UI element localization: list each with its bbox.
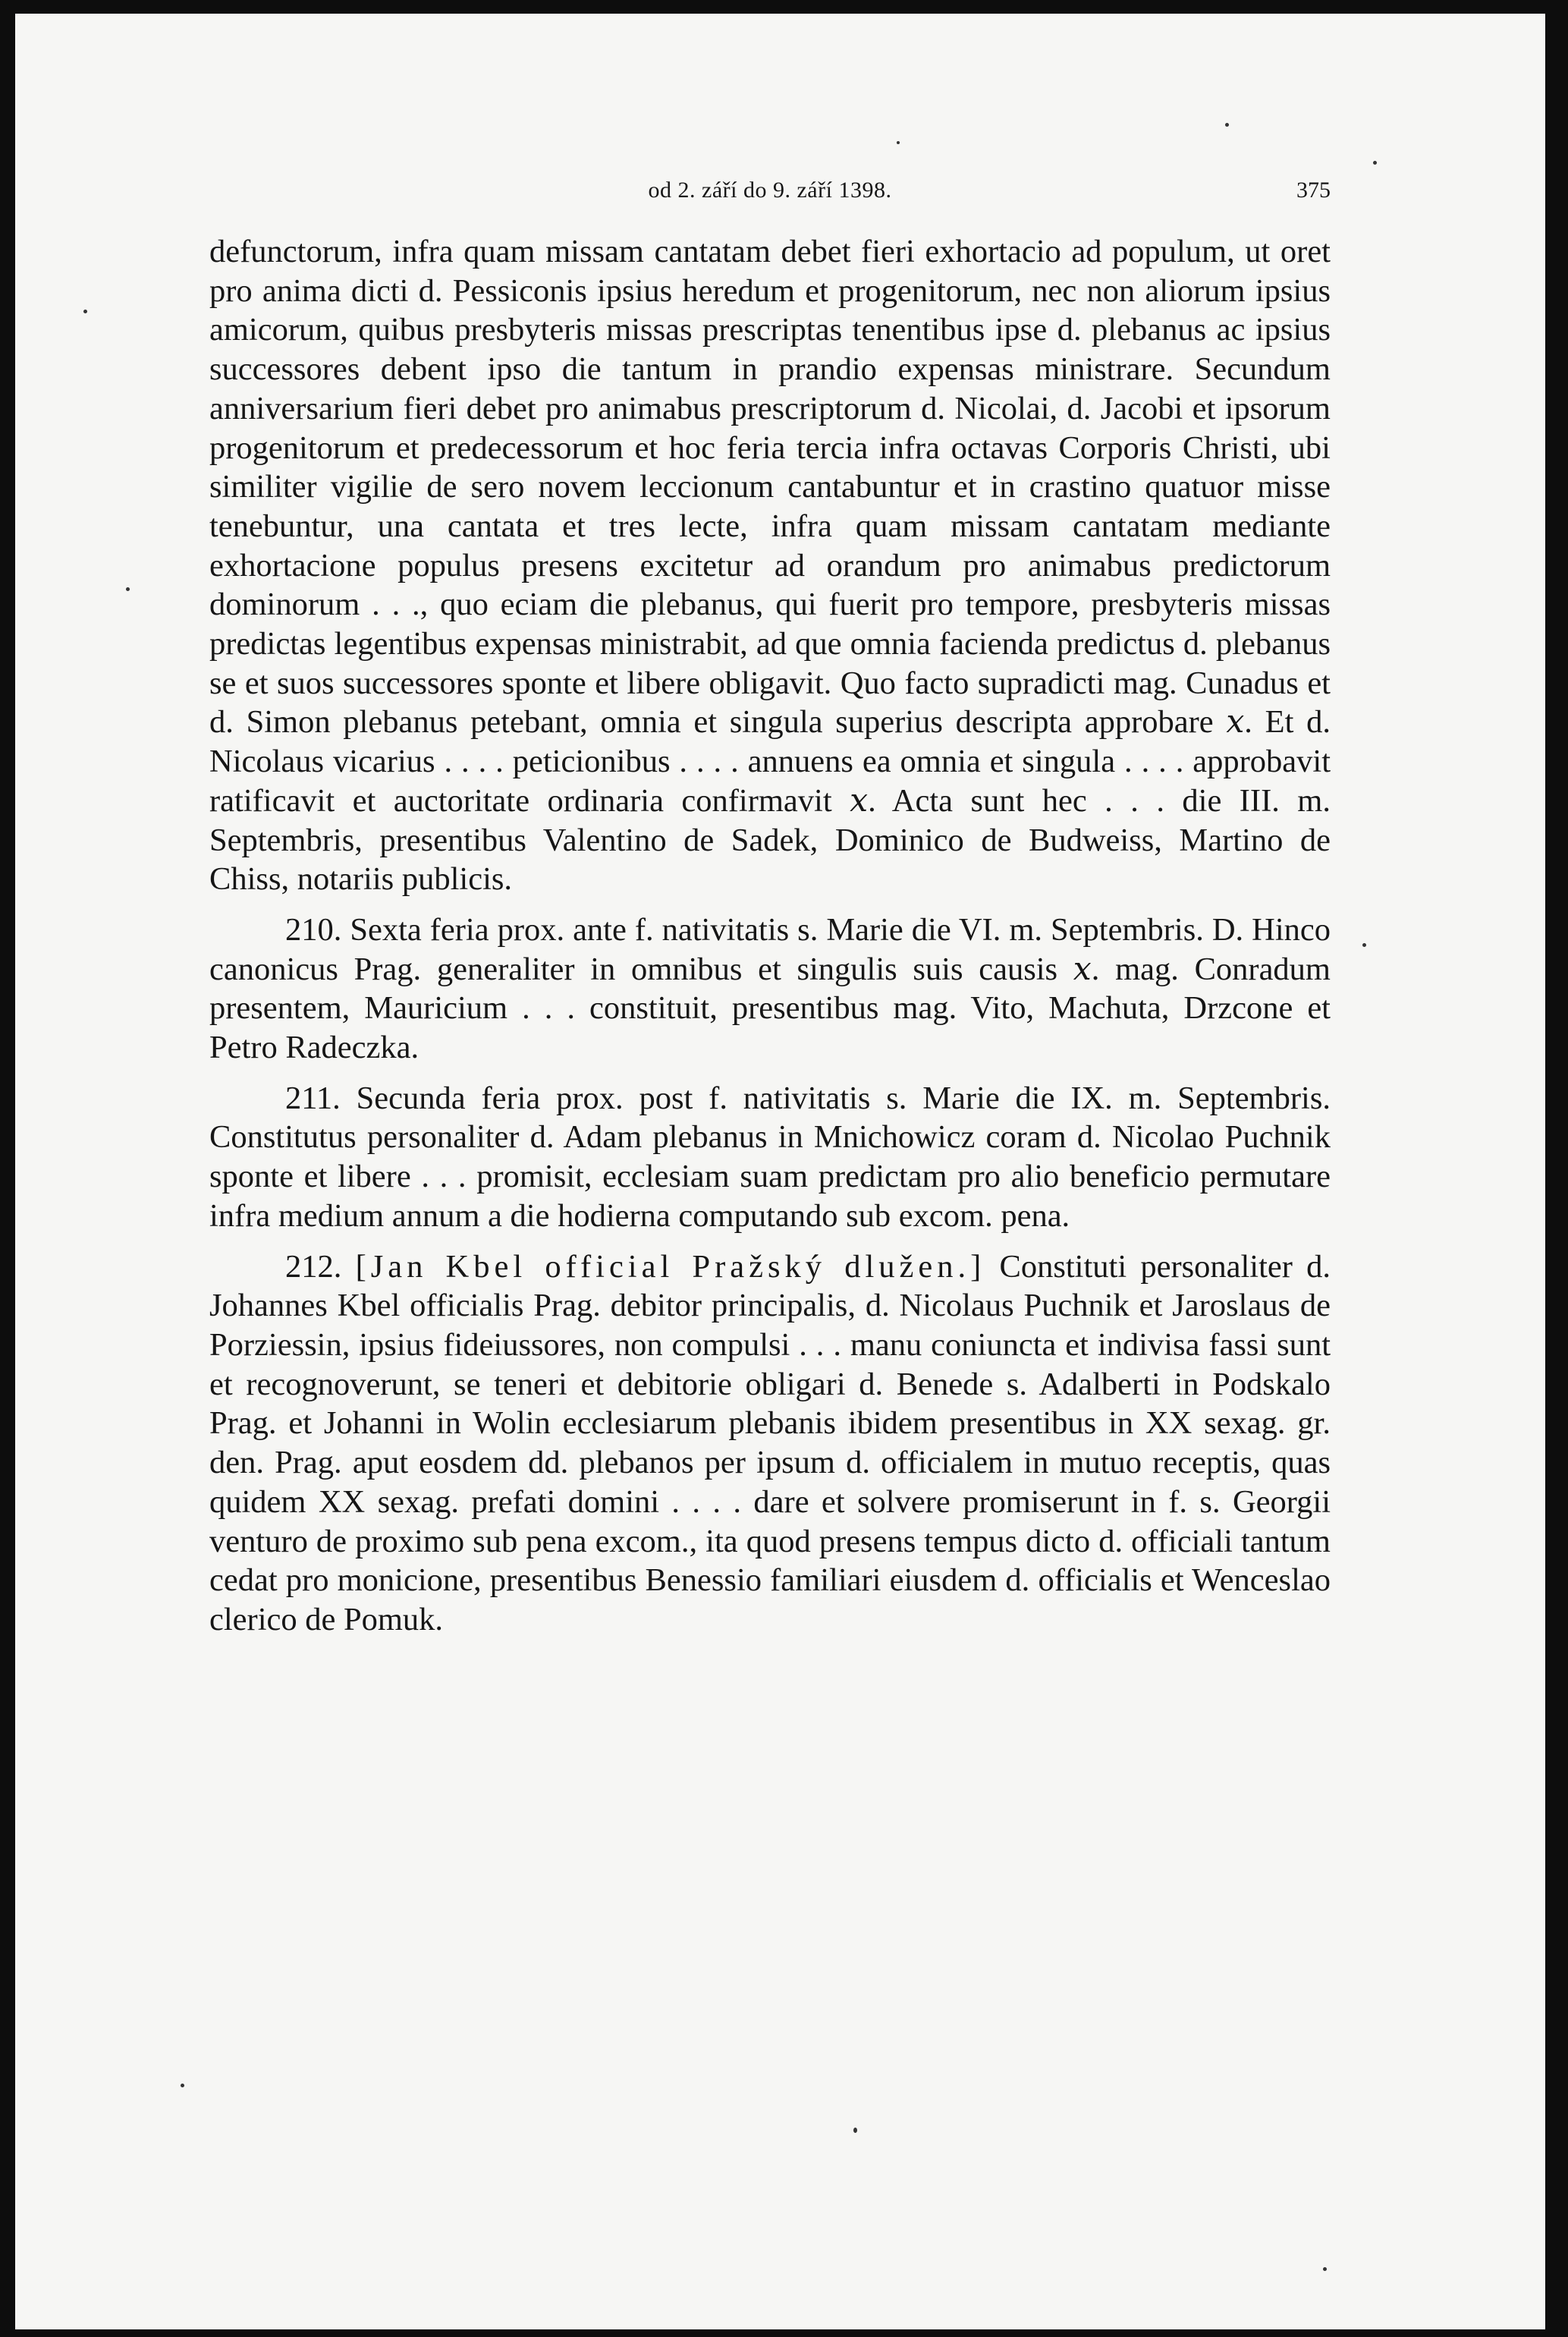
body-text <box>209 232 1331 1640</box>
scan-speck <box>1225 123 1229 127</box>
paragraph-entry-211: 211. Secunda feria prox. post f. nativitatis s. Marie die IX. m. Septembris. Constitutus personaliter d. Adam plebanus in Mnichowicz coram d. Nicolao Puchnik sponte et libere . . . promisit, ecclesiam suam predictam pro alio beneficio permutare infra medium annum a die hodierna computando sub excom. pena. <box>209 1080 1331 1234</box>
scan-border-right <box>1545 0 1568 2337</box>
running-head-title: od 2. září do 9. září 1398. <box>648 178 892 203</box>
scan-speck <box>853 2128 857 2133</box>
scan-speck <box>897 141 900 144</box>
paragraph-entry-210: 210. Sexta feria prox. ante f. nativitatis s. Marie die VI. m. Septembris. D. Hinco canonicus Prag. generaliter in omnibus et singulis suis causis 𝑥. mag. Conradum presentem, Mauricium . . . constituit, presentibus mag. Vito, Machuta, Drzcone et Petro Radeczka. <box>209 911 1331 1066</box>
scan-speck <box>1323 2267 1327 2271</box>
page <box>209 152 1331 1651</box>
running-head <box>209 152 1331 203</box>
scan-border-bottom <box>0 2329 1568 2337</box>
paragraph-continuation: defunctorum, infra quam missam cantatam debet fieri exhortacio ad populum, ut oret pro anima dicti d. Pessiconis ipsius heredum et progenitorum, nec non aliorum ipsius amicorum, quibus presbyteris missas prescriptas tenentibus ipse d. plebanus ac ipsius successores debent ipso die tantum in prandio expensas ministrare. Secundum anniversarium fieri debet pro animabus prescriptorum d. Nicolai, d. Jacobi et ipsorum progenitorum et predecessorum et hoc feria tercia infra octavas Corporis Christi, ubi similiter vigilie de sero novem leccionum cantabuntur et in crastino quatuor misse tenebuntur, una cantata et tres lecte, infra quam missam cantatam mediante exhortacione populus presens excitetur ad orandum pro animabus predictorum dominorum . . ., quo eciam die plebanus, qui fuerit pro tempore, presbyteris missas predictas legentibus expensas ministrabit, ad que omnia facienda predictus d. plebanus se et suos successores sponte et libere obligavit. Quo facto supradicti mag. Cunadus et d. Simon plebanus petebant, omnia et singula superius descripta approbare 𝑥. Et d. Nicolaus vicarius . . . . peticionibus . . . . annuens ea omnia et singula . . . . approbavit ratificavit et auctoritate ordinaria confirmavit 𝑥. Acta sunt hec . . . die III. m. Septembris, presentibus Valentino de Sadek, Dominico de Budweiss, Martino de Chiss, notariis publicis. <box>209 234 1331 898</box>
paragraph-entry-212 <box>209 1247 1331 1640</box>
scan-speck <box>126 587 130 591</box>
entry-212-text: Constituti personaliter d. Johannes Kbel officialis Prag. debitor principalis, d. Nicolaus Puchnik et Jaroslaus de Porziessin, ipsius fideiussores, non compulsi . . . manu coniuncta et indivisa fassi sunt et recognoverunt, se teneri et debitorie obligari d. Benede s. Adalberti in Podskalo Prag. et Johanni in Wolin ecclesiarum plebanis ibidem presentibus in XX sexag. gr. den. Prag. aput eosdem dd. plebanos per ipsum d. officialem in mutuo receptis, quas quidem XX sexag. prefati domini . . . . dare et solvere promiserunt in f. s. Georgii venturo de proximo sub pena excom., ita quod presens tempus dicto d. officiali tantum cedat pro monicione, presentibus Benessio familiari eiusdem d. officialis et Wenceslao clerico de Pomuk. <box>209 1248 1331 1637</box>
entry-212-heading: [Jan Kbel official Pražský dlužen.] <box>355 1248 986 1285</box>
entry-212-number: 212. <box>285 1248 342 1285</box>
scan-speck <box>1373 161 1377 165</box>
scan-speck <box>1362 943 1366 947</box>
scan-border-left <box>0 0 15 2337</box>
scan-speck <box>83 310 87 313</box>
page-number: 375 <box>1296 178 1331 203</box>
scan-border-top <box>0 0 1568 14</box>
scan-speck <box>181 2084 184 2087</box>
